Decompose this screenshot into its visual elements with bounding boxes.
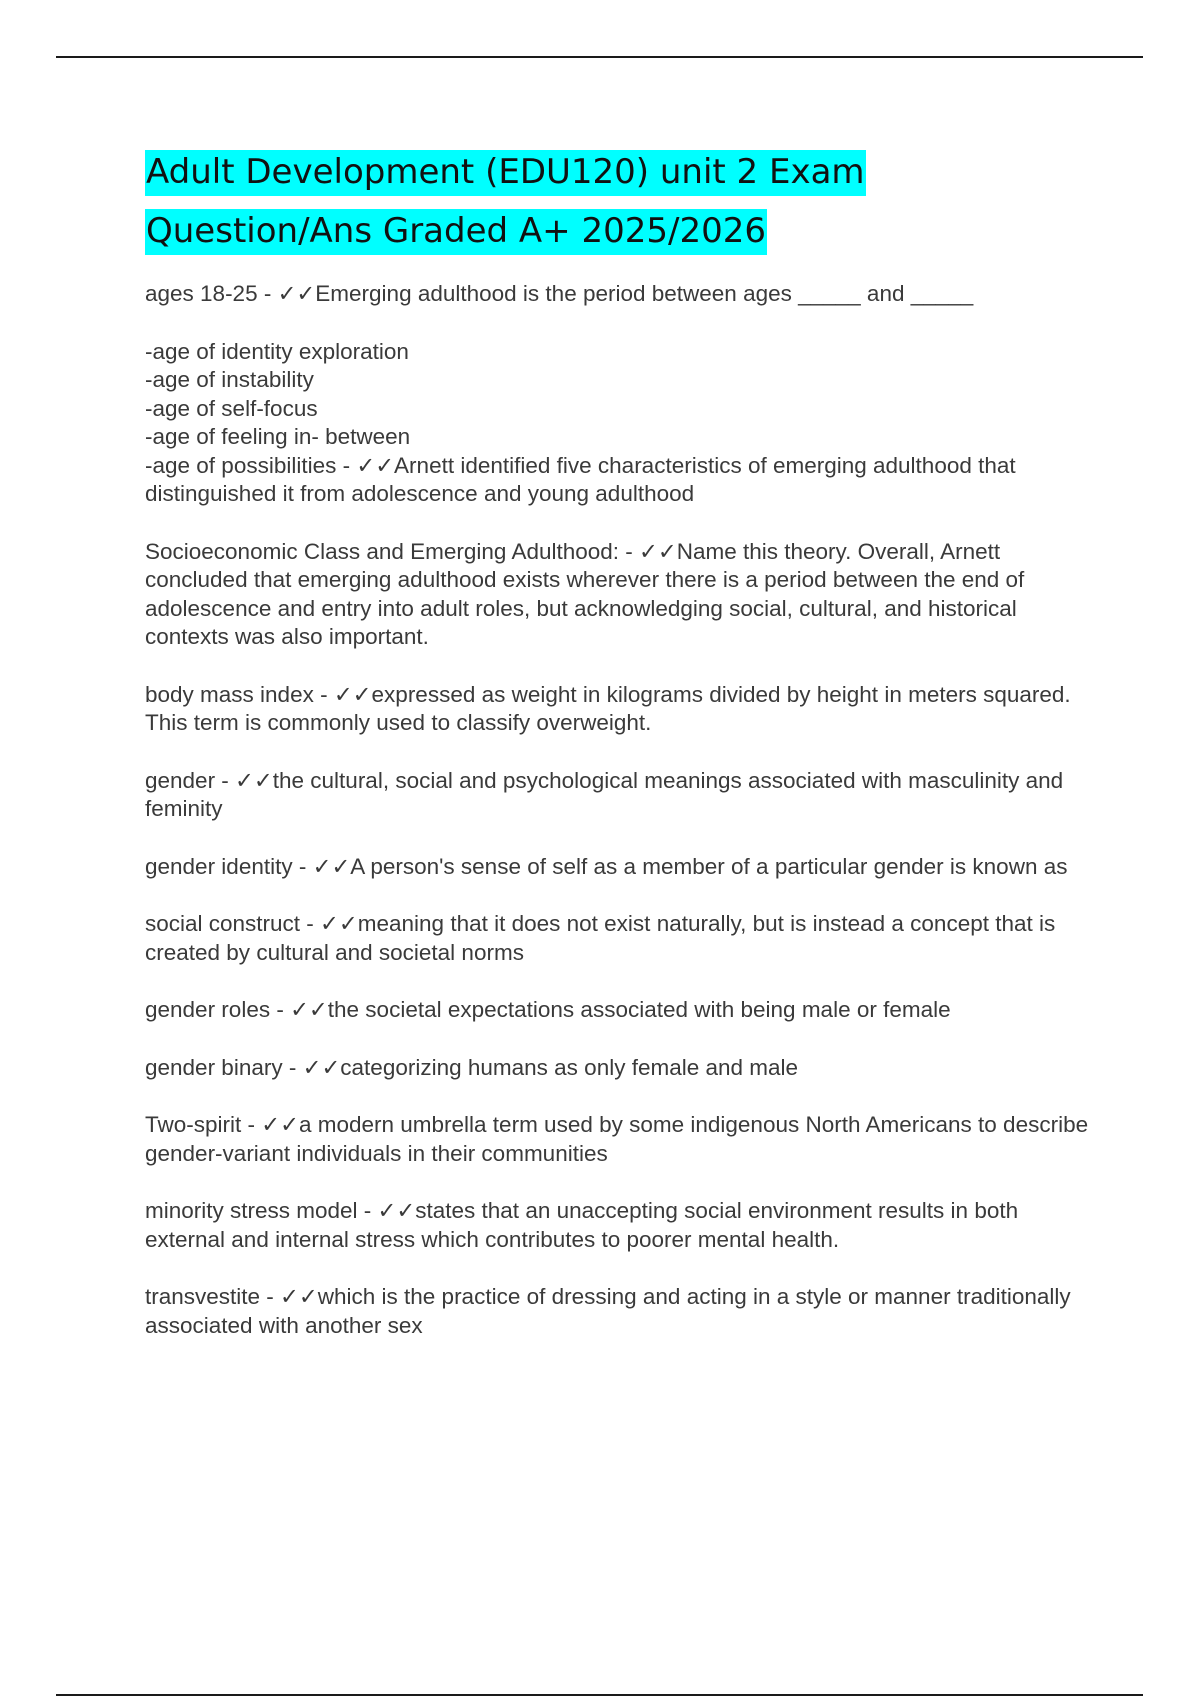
qa-entry-gender-roles: gender roles - ✓✓the societal expectations associated with being male or female	[145, 997, 951, 1022]
qa-entry-socioeconomic-class: Socioeconomic Class and Emerging Adulthood: - ✓✓Name this theory. Overall, Arnett concluded that emerging adulthood exists wherever there is a period between the end of adolescence and entry into adult roles, but acknowledging social, cultural, and historical contexts was also important.	[145, 538, 1025, 649]
characteristic-line: -age of identity exploration	[145, 338, 409, 364]
qa-entry-body-mass-index: body mass index - ✓✓expressed as weight in kilograms divided by height in meters squared. This term is commonly used to classify overweight.	[145, 681, 1071, 735]
qa-entry-transvestite: transvestite - ✓✓which is the practice of dressing and acting in a style or manner traditionally associated with another sex	[145, 1284, 1071, 1338]
qa-entry-social-construct: social construct - ✓✓meaning that it does not exist naturally, but is instead a concept that is created by cultural and societal norms	[145, 911, 1056, 965]
characteristic-line: -age of possibilities - ✓✓Arnett identified five characteristics of emerging adulthood that distinguished it from adolescence and young adulthood	[145, 452, 1016, 506]
qa-entry-two-spirit: Two-spirit - ✓✓a modern umbrella term used by some indigenous North Americans to describe gender-variant individuals in their communities	[145, 1112, 1089, 1166]
qa-entry-gender-binary: gender binary - ✓✓categorizing humans as only female and male	[145, 1054, 799, 1080]
qa-entry-emerging-adulthood-ages: ages 18-25 - ✓✓Emerging adulthood is the period between ages _____ and _____	[145, 281, 974, 306]
qa-entry-gender-identity: gender identity - ✓✓A person's sense of self as a member of a particular gender is known as	[145, 853, 1068, 879]
footer-rule	[56, 1694, 1143, 1696]
characteristic-line: -age of feeling in- between	[145, 424, 411, 449]
qa-entry-arnett-characteristics	[145, 338, 1095, 509]
qa-list	[145, 280, 1095, 1369]
characteristic-line: -age of instability	[145, 367, 314, 392]
qa-entry-gender: gender - ✓✓the cultural, social and psychological meanings associated with masculinity and feminity	[145, 767, 1064, 821]
qa-entry-minority-stress-model: minority stress model - ✓✓states that an unaccepting social environment results in both external and internal stress which contributes to poorer mental health.	[145, 1198, 1019, 1252]
page-title	[145, 143, 1105, 261]
title-line-1: Adult Development (EDU120) unit 2 Exam	[145, 150, 866, 196]
header-rule	[56, 56, 1143, 58]
title-line-2: Question/Ans Graded A+ 2025/2026	[145, 209, 767, 255]
characteristic-line: -age of self-focus	[145, 395, 318, 421]
